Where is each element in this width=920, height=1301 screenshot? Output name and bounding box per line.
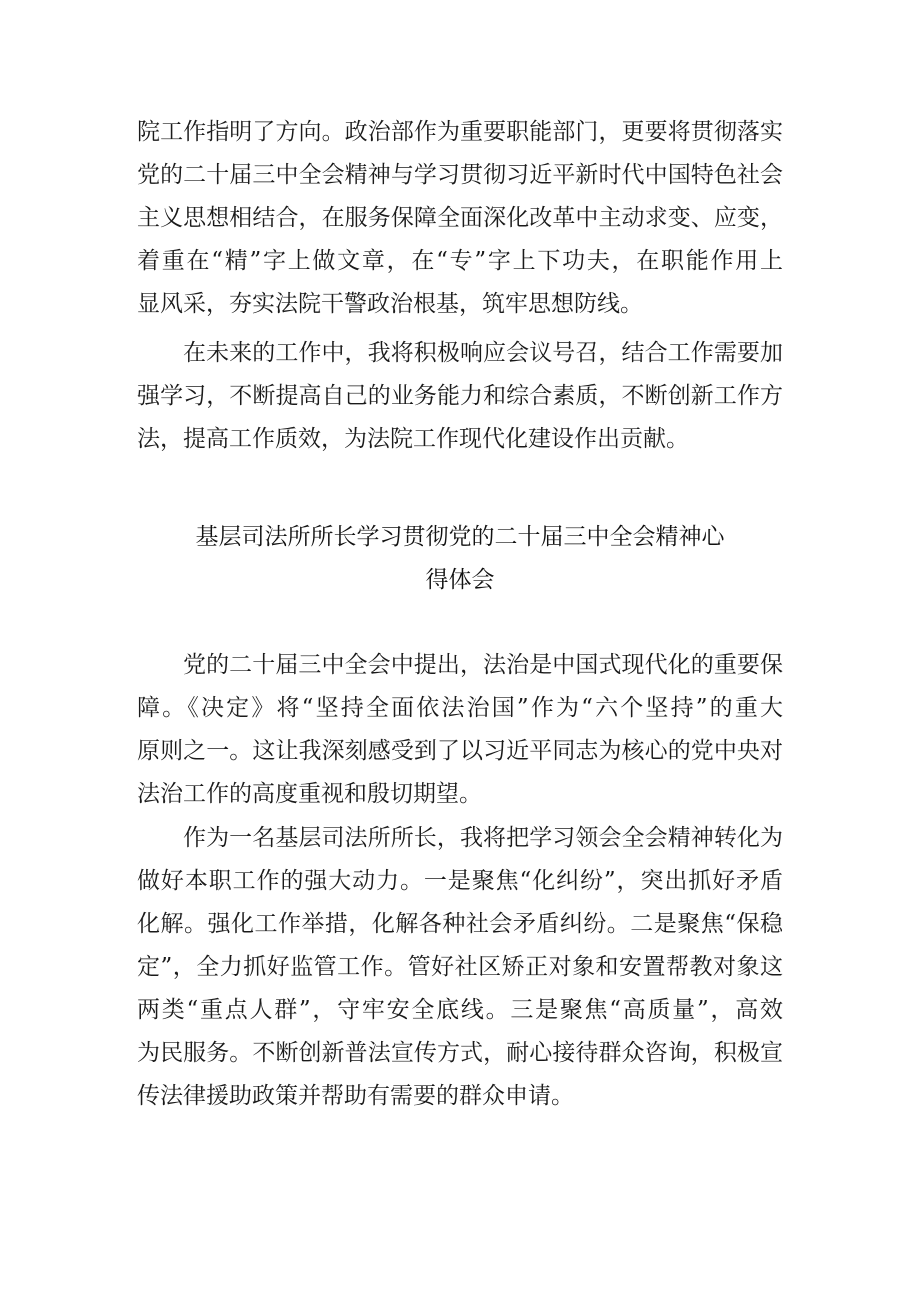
body-text-line: 障。《决定》将“坚持全面依法治国”作为“六个坚持”的重大 [137,695,783,721]
body-text-line: 显风采，夯实法院干警政治根基，筑牢思想防线。 [137,291,643,317]
article-title: 基层司法所所长学习贯彻党的二十届三中全会精神心 [195,524,725,550]
body-text-line: 定”，全力抓好监管工作。管好社区矫正对象和安置帮教对象这 [137,954,783,980]
body-text-line: 着重在“精”字上做文章，在“专”字上下功夫，在职能作用上 [137,248,783,274]
article-title-continued: 得体会 [425,567,495,593]
body-text-line: 院工作指明了方向。政治部作为重要职能部门，更要将贯彻落实 [137,119,783,145]
body-text-line: 在未来的工作中，我将积极响应会议号召，结合工作需要加 [183,340,783,366]
body-text-line: 原则之一。这让我深刻感受到了以习近平同志为核心的党中央对 [137,738,783,764]
body-text-line: 两类“重点人群”，守牢安全底线。三是聚焦“高质量”，高效 [137,997,783,1023]
body-text-line: 党的二十届三中全会精神与学习贯彻习近平新时代中国特色社会 [137,162,783,188]
body-text-line: 化解。强化工作举措，化解各种社会矛盾纠纷。二是聚焦“保稳 [137,911,783,937]
body-text-line: 为民服务。不断创新普法宣传方式，耐心接待群众咨询，积极宣 [137,1040,783,1066]
body-text-line: 做好本职工作的强大动力。一是聚焦“化纠纷”，突出抓好矛盾 [137,868,783,894]
body-text-line: 传法律援助政策并帮助有需要的群众申请。 [137,1083,574,1109]
body-text-line: 党的二十届三中全会中提出，法治是中国式现代化的重要保 [183,652,783,678]
body-text-line: 法，提高工作质效，为法院工作现代化建设作出贡献。 [137,426,689,452]
body-text-line: 主义思想相结合，在服务保障全面深化改革中主动求变、应变， [137,205,783,231]
body-text-line: 强学习，不断提高自己的业务能力和综合素质，不断创新工作方 [137,383,783,409]
body-text-line: 作为一名基层司法所所长，我将把学习领会全会精神转化为 [183,825,783,851]
body-text-line: 法治工作的高度重视和殷切期望。 [137,781,482,807]
